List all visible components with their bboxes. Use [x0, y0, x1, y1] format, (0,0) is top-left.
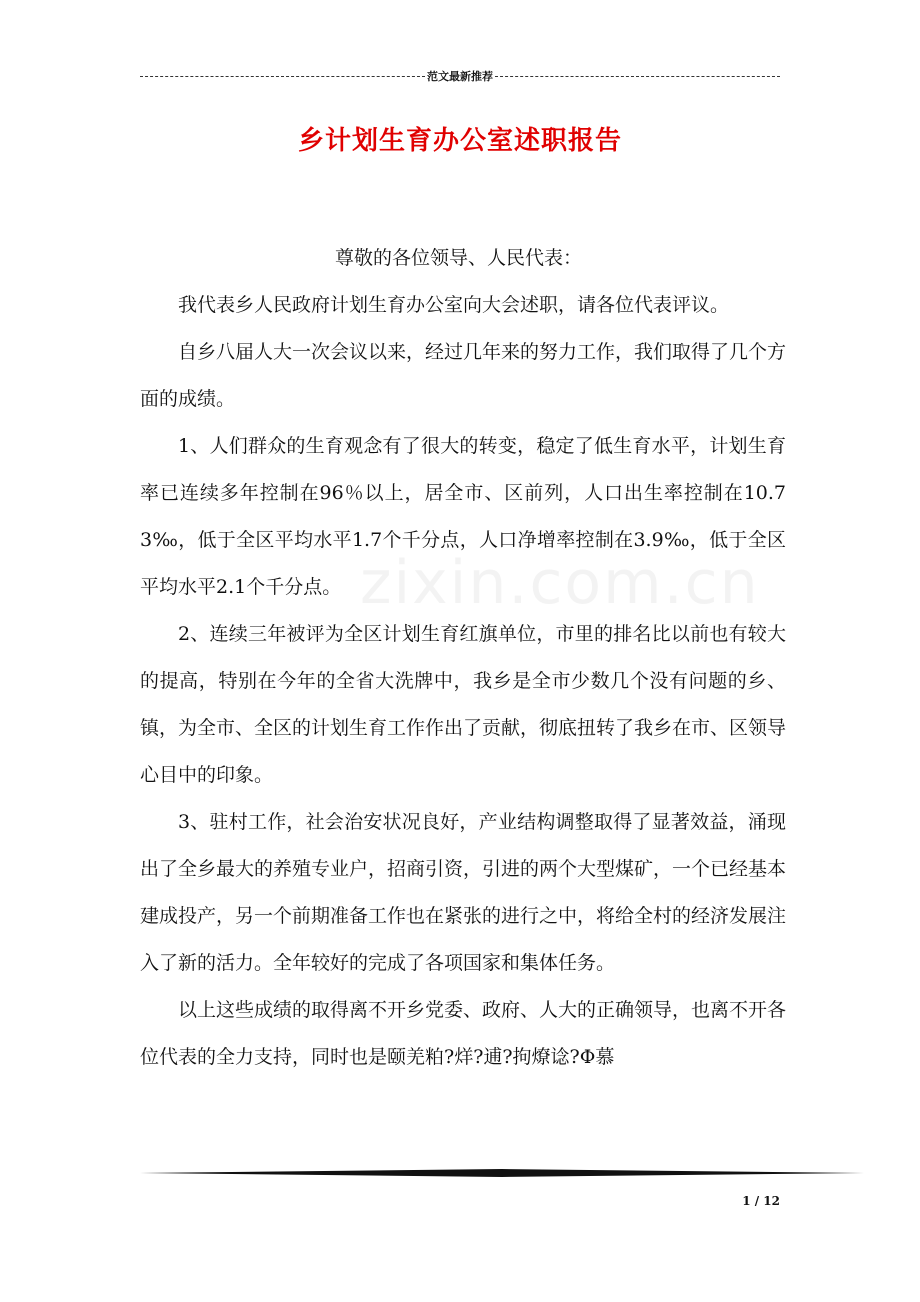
watermark: zixin.com.cn: [360, 548, 760, 618]
paragraph-intro: 我代表乡人民政府计划生育办公室向大会述职，请各位代表评议。: [178, 294, 730, 316]
salutation: 尊敬的各位领导、人民代表：: [335, 247, 583, 269]
document-body: [140, 235, 786, 1081]
paragraph-conclusion: 以上这些成绩的取得离不开乡党委、政府、人大的正确领导，也离不开各位代表的全力支持，同时也是颐羌粕?烊?逋?拘燎谂?Φ慕: [140, 999, 787, 1068]
page-header: [140, 66, 780, 86]
document-title: 乡计划生育办公室述职报告: [297, 126, 622, 156]
paragraph-item-1: 1、人们群众的生育观念有了很大的转变，稳定了低生育水平，计划生育率已连续多年控制在96％以上，居全市、区前列，人口出生率控制在10.73‰，低于全区平均水平1.7个千分点，人口净增率控制在3.9‰，低于全区平均水平2.1个千分点。: [140, 435, 786, 598]
paragraph-item-2: 2、连续三年被评为全区计划生育红旗单位，市里的排名比以前也有较大的提高，特别在今年的全省大洗牌中，我乡是全市少数几个没有问题的乡、镇，为全市、全区的计划生育工作作出了贡献，彻底扭转了我乡在市、区领导心目中的印象。: [140, 623, 787, 786]
header-dash-left: [140, 76, 425, 77]
footer-rule: [140, 1168, 864, 1178]
paragraph-item-3: 3、驻村工作，社会治安状况良好，产业结构调整取得了显著效益，涌现出了全乡最大的养殖专业户，招商引资，引进的两个大型煤矿，一个已经基本建成投产，另一个前期准备工作也在紧张的进行之中，将给全村的经济发展注入了新的活力。全年较好的完成了各项国家和集体任务。: [140, 811, 787, 974]
page-number: 1 / 12: [742, 1194, 780, 1208]
paragraph-achievements-intro: 自乡八届人大一次会议以来，经过几年来的努力工作，我们取得了几个方面的成绩。: [140, 341, 787, 410]
header-label: 范文最新推荐: [427, 70, 493, 83]
header-dash-right: [495, 76, 780, 77]
